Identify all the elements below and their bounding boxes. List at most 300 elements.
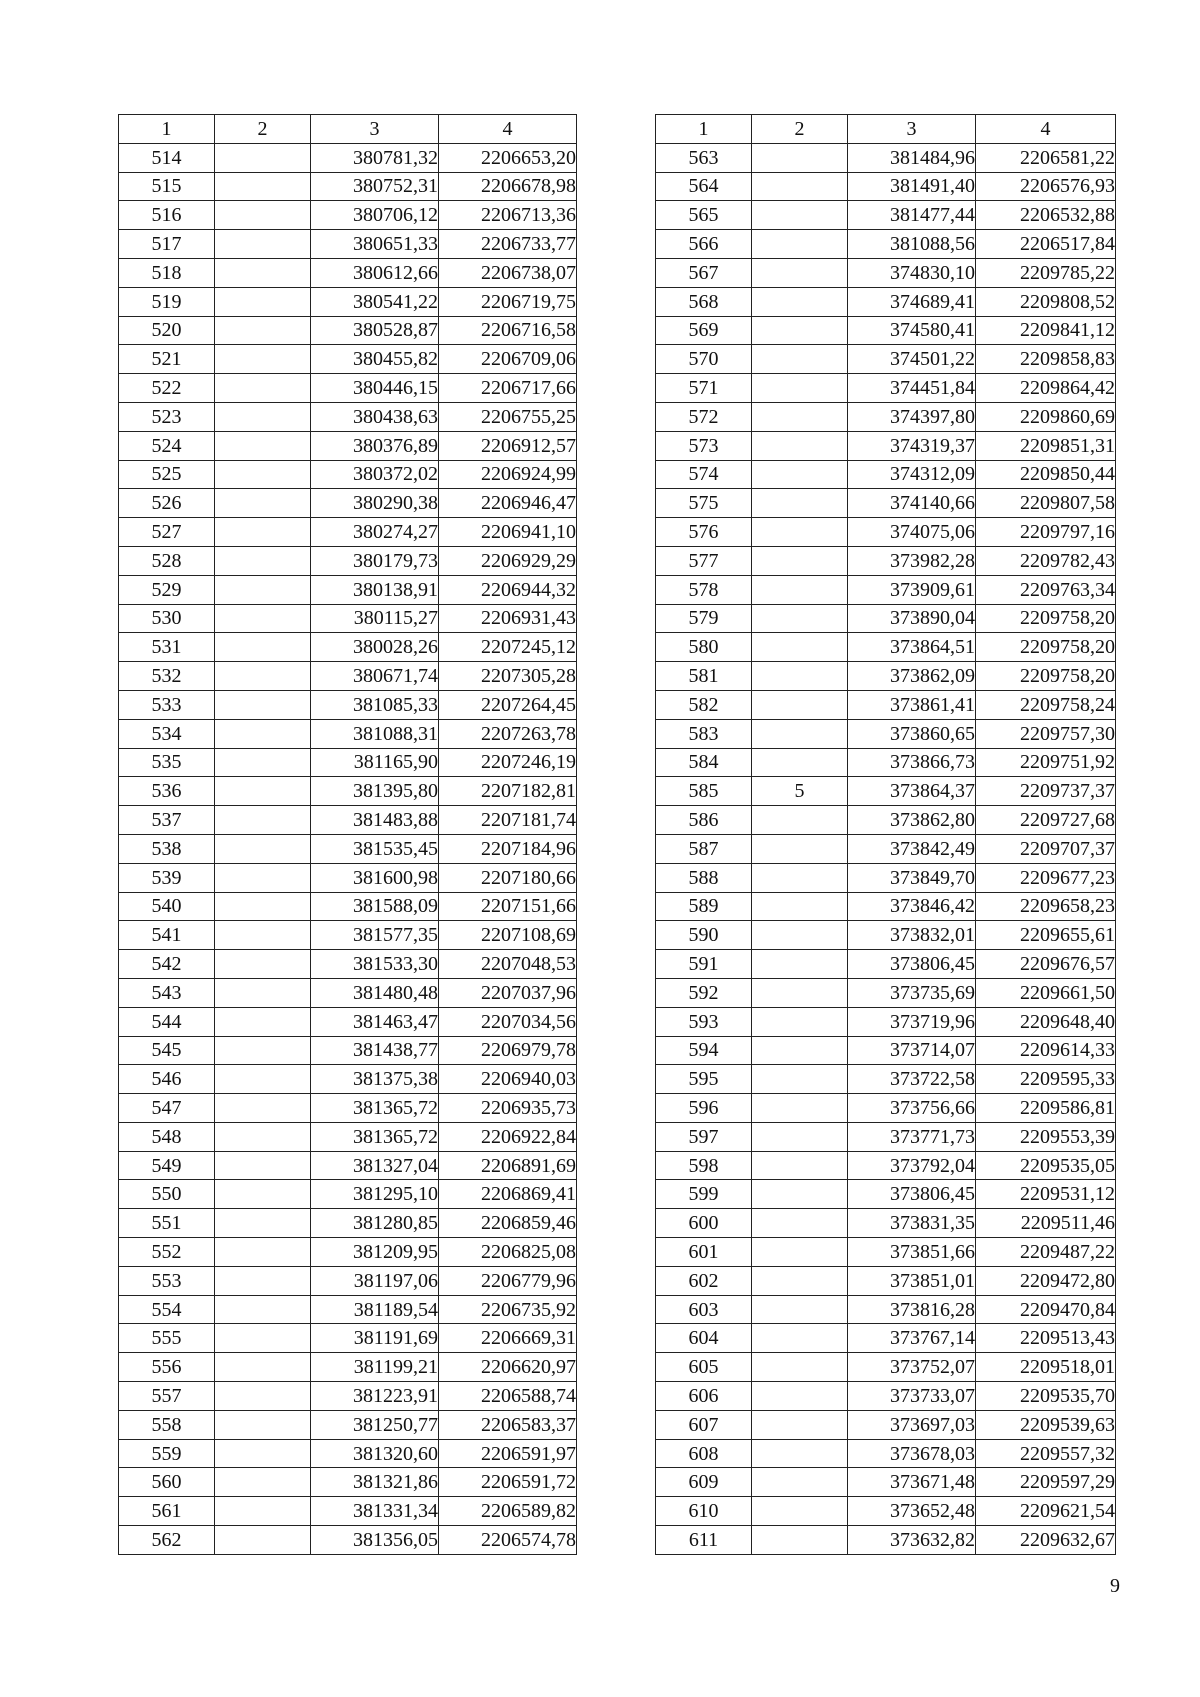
coordinate-y: 2206716,58 [439,316,577,345]
column-2-value [752,1295,848,1324]
coordinate-y: 2209757,30 [976,719,1116,748]
point-number: 540 [119,892,215,921]
column-2-value [215,834,311,863]
column-2-value [215,431,311,460]
table-row [656,1209,1116,1238]
column-2-value [752,402,848,431]
column-2-value [215,316,311,345]
coordinate-y: 2207108,69 [439,921,577,950]
point-number: 607 [656,1410,752,1439]
table-row [119,978,577,1007]
coordinate-x: 381088,56 [848,230,976,259]
table-row [656,690,1116,719]
coordinate-y: 2207184,96 [439,834,577,863]
table-row [656,777,1116,806]
column-2-value [215,719,311,748]
table-row [656,1122,1116,1151]
table-row [119,921,577,950]
table-row [119,604,577,633]
point-number: 558 [119,1410,215,1439]
coordinate-y: 2209586,81 [976,1094,1116,1123]
coordinate-x: 373806,45 [848,950,976,979]
table-row [119,1353,577,1382]
table-row [656,633,1116,662]
coordinate-y: 2207037,96 [439,978,577,1007]
coordinate-x: 373697,03 [848,1410,976,1439]
point-number: 571 [656,374,752,403]
column-2-value [752,1410,848,1439]
column-2-value [752,748,848,777]
coordinate-x: 380455,82 [311,345,439,374]
point-number: 555 [119,1324,215,1353]
point-number: 604 [656,1324,752,1353]
coordinate-y: 2206653,20 [439,143,577,172]
table-row [656,978,1116,1007]
coordinate-y: 2206669,31 [439,1324,577,1353]
column-2-value: 5 [752,777,848,806]
point-number: 603 [656,1295,752,1324]
coordinate-x: 380274,27 [311,518,439,547]
coordinate-y: 2209727,68 [976,806,1116,835]
coordinate-y: 2209655,61 [976,921,1116,950]
coordinate-y: 2206709,06 [439,345,577,374]
column-2-value [752,633,848,662]
coordinate-x: 374319,37 [848,431,976,460]
table-row [119,172,577,201]
column-2-value [215,950,311,979]
coordinate-x: 373714,07 [848,1036,976,1065]
coordinate-y: 2209658,23 [976,892,1116,921]
column-2-value [752,1122,848,1151]
coordinate-x: 373846,42 [848,892,976,921]
column-2-value [752,921,848,950]
point-number: 531 [119,633,215,662]
column-2-value [215,1151,311,1180]
column-2-value [752,834,848,863]
header-col-1: 1 [656,115,752,144]
point-number: 572 [656,402,752,431]
table-row [119,1497,577,1526]
coordinate-x: 380115,27 [311,604,439,633]
column-2-value [215,374,311,403]
column-2-value [215,777,311,806]
coordinate-x: 373735,69 [848,978,976,1007]
coordinate-y: 2207181,74 [439,806,577,835]
table-row [656,374,1116,403]
coordinate-x: 380528,87 [311,316,439,345]
coordinate-y: 2206944,32 [439,575,577,604]
coordinate-y: 2209758,24 [976,690,1116,719]
coordinate-x: 381491,40 [848,172,976,201]
point-number: 567 [656,258,752,287]
table-row [656,921,1116,950]
point-number: 596 [656,1094,752,1123]
point-number: 591 [656,950,752,979]
table-row [119,1180,577,1209]
coordinate-y: 2207245,12 [439,633,577,662]
point-number: 519 [119,287,215,316]
point-number: 527 [119,518,215,547]
column-2-value [752,950,848,979]
point-number: 543 [119,978,215,1007]
point-number: 529 [119,575,215,604]
column-2-value [215,1007,311,1036]
table-row [656,1324,1116,1353]
table-row [119,806,577,835]
point-number: 537 [119,806,215,835]
coordinate-x: 374140,66 [848,489,976,518]
point-number: 534 [119,719,215,748]
point-number: 524 [119,431,215,460]
column-2-value [752,1526,848,1555]
coordinates-table-right [655,114,1116,1555]
point-number: 609 [656,1468,752,1497]
column-2-value [215,1526,311,1555]
table-header-row [656,115,1116,144]
point-number: 573 [656,431,752,460]
point-number: 608 [656,1439,752,1468]
coordinate-y: 2209758,20 [976,633,1116,662]
point-number: 569 [656,316,752,345]
coordinate-y: 2206738,07 [439,258,577,287]
column-2-value [215,1036,311,1065]
coordinate-x: 373851,01 [848,1266,976,1295]
coordinate-y: 2209597,29 [976,1468,1116,1497]
column-2-value [752,546,848,575]
header-col-2: 2 [215,115,311,144]
coordinate-y: 2209553,39 [976,1122,1116,1151]
column-2-value [752,1180,848,1209]
coordinate-y: 2209614,33 [976,1036,1116,1065]
column-2-value [215,921,311,950]
coordinate-x: 380752,31 [311,172,439,201]
table-row [119,402,577,431]
table-row [656,345,1116,374]
column-2-value [752,518,848,547]
coordinate-x: 381375,38 [311,1065,439,1094]
column-2-value [215,662,311,691]
coordinate-y: 2206922,84 [439,1122,577,1151]
table-header-row [119,115,577,144]
coordinate-y: 2209763,34 [976,575,1116,604]
column-2-value [752,172,848,201]
coordinate-y: 2209758,20 [976,662,1116,691]
table-row [119,431,577,460]
table-row [656,431,1116,460]
table-row [656,316,1116,345]
column-2-value [752,604,848,633]
coordinate-y: 2206929,29 [439,546,577,575]
column-2-value [752,1468,848,1497]
coordinate-x: 381209,95 [311,1238,439,1267]
coordinate-y: 2206713,36 [439,201,577,230]
coordinate-x: 374397,80 [848,402,976,431]
table-row [119,201,577,230]
column-2-value [215,1497,311,1526]
point-number: 553 [119,1266,215,1295]
table-row [656,1439,1116,1468]
table-row [119,489,577,518]
point-number: 548 [119,1122,215,1151]
coordinate-y: 2206574,78 [439,1526,577,1555]
column-2-value [215,1439,311,1468]
coordinate-y: 2206941,10 [439,518,577,547]
point-number: 579 [656,604,752,633]
coordinate-y: 2209531,12 [976,1180,1116,1209]
column-2-value [752,1065,848,1094]
point-number: 520 [119,316,215,345]
point-number: 602 [656,1266,752,1295]
coordinate-y: 2206931,43 [439,604,577,633]
coordinate-x: 381483,88 [311,806,439,835]
point-number: 610 [656,1497,752,1526]
column-2-value [215,892,311,921]
coordinate-x: 373849,70 [848,863,976,892]
table-row [656,1497,1116,1526]
table-body-right [656,143,1116,1554]
point-number: 597 [656,1122,752,1151]
table-row [656,748,1116,777]
table-row [656,892,1116,921]
point-number: 589 [656,892,752,921]
column-2-value [752,1439,848,1468]
coordinate-x: 373842,49 [848,834,976,863]
table-row [656,719,1116,748]
coordinate-y: 2209518,01 [976,1353,1116,1382]
point-number: 577 [656,546,752,575]
table-row [119,258,577,287]
point-number: 559 [119,1439,215,1468]
column-2-value [752,316,848,345]
coordinate-y: 2207264,45 [439,690,577,719]
coordinate-y: 2206532,88 [976,201,1116,230]
point-number: 556 [119,1353,215,1382]
column-2-value [752,1353,848,1382]
table-row [656,1266,1116,1295]
point-number: 552 [119,1238,215,1267]
column-2-value [752,690,848,719]
table-row [119,1209,577,1238]
coordinate-x: 381477,44 [848,201,976,230]
column-2-value [752,345,848,374]
coordinate-x: 374451,84 [848,374,976,403]
point-number: 525 [119,460,215,489]
coordinate-y: 2207180,66 [439,863,577,892]
point-number: 570 [656,345,752,374]
coordinate-y: 2206717,66 [439,374,577,403]
column-2-value [215,1410,311,1439]
coordinate-x: 381165,90 [311,748,439,777]
point-number: 611 [656,1526,752,1555]
column-2-value [752,431,848,460]
coordinate-x: 381480,48 [311,978,439,1007]
table-row [656,201,1116,230]
point-number: 533 [119,690,215,719]
point-number: 517 [119,230,215,259]
coordinate-y: 2209632,67 [976,1526,1116,1555]
coordinate-x: 380671,74 [311,662,439,691]
table-row [119,230,577,259]
table-row [656,950,1116,979]
table-row [119,1526,577,1555]
point-number: 601 [656,1238,752,1267]
table-row [656,1094,1116,1123]
point-number: 561 [119,1497,215,1526]
point-number: 528 [119,546,215,575]
point-number: 574 [656,460,752,489]
point-number: 541 [119,921,215,950]
table-row [656,1180,1116,1209]
coordinate-x: 373678,03 [848,1439,976,1468]
table-row [119,1094,577,1123]
point-number: 557 [119,1382,215,1411]
column-2-value [752,258,848,287]
coordinate-y: 2206678,98 [439,172,577,201]
point-number: 580 [656,633,752,662]
coordinate-y: 2206591,72 [439,1468,577,1497]
point-number: 575 [656,489,752,518]
table-row [119,287,577,316]
coordinate-y: 2209807,58 [976,489,1116,518]
table-row [119,950,577,979]
point-number: 539 [119,863,215,892]
coordinate-x: 374501,22 [848,345,976,374]
column-2-value [215,230,311,259]
table-row [656,518,1116,547]
table-row [656,1065,1116,1094]
coordinate-y: 2206755,25 [439,402,577,431]
column-2-value [752,287,848,316]
coordinate-x: 380781,32 [311,143,439,172]
page-number: 9 [1110,1575,1120,1597]
coordinate-y: 2206589,82 [439,1497,577,1526]
coordinate-y: 2209758,20 [976,604,1116,633]
coordinate-y: 2206924,99 [439,460,577,489]
table-row [119,1065,577,1094]
column-2-value [215,201,311,230]
coordinate-x: 381365,72 [311,1094,439,1123]
table-row [119,316,577,345]
coordinate-x: 374580,41 [848,316,976,345]
coordinate-x: 373756,66 [848,1094,976,1123]
coordinate-x: 373632,82 [848,1526,976,1555]
coordinate-x: 381588,09 [311,892,439,921]
coordinate-y: 2209707,37 [976,834,1116,863]
table-row [119,662,577,691]
coordinate-y: 2209557,32 [976,1439,1116,1468]
coordinate-x: 381365,72 [311,1122,439,1151]
coordinate-y: 2209535,05 [976,1151,1116,1180]
coordinate-x: 380138,91 [311,575,439,604]
point-number: 598 [656,1151,752,1180]
table-row [119,1238,577,1267]
coordinate-y: 2206517,84 [976,230,1116,259]
column-2-value [215,546,311,575]
column-2-value [215,1094,311,1123]
point-number: 600 [656,1209,752,1238]
column-2-value [215,287,311,316]
point-number: 526 [119,489,215,518]
column-2-value [215,978,311,1007]
coordinate-x: 381197,06 [311,1266,439,1295]
coordinate-x: 380612,66 [311,258,439,287]
point-number: 582 [656,690,752,719]
table-row [656,1295,1116,1324]
column-2-value [752,575,848,604]
point-number: 590 [656,921,752,950]
coordinate-x: 381438,77 [311,1036,439,1065]
point-number: 549 [119,1151,215,1180]
table-row [119,460,577,489]
coordinate-y: 2209851,31 [976,431,1116,460]
coordinate-x: 381356,05 [311,1526,439,1555]
coordinate-y: 2209535,70 [976,1382,1116,1411]
coordinate-y: 2206979,78 [439,1036,577,1065]
column-2-value [215,806,311,835]
coordinate-x: 373982,28 [848,546,976,575]
column-2-value [752,1007,848,1036]
column-2-value [215,1238,311,1267]
column-2-value [215,633,311,662]
coordinate-y: 2209661,50 [976,978,1116,1007]
coordinate-y: 2209513,43 [976,1324,1116,1353]
point-number: 594 [656,1036,752,1065]
column-2-value [215,172,311,201]
coordinate-x: 380028,26 [311,633,439,662]
column-2-value [215,258,311,287]
coordinate-x: 381280,85 [311,1209,439,1238]
coordinate-x: 373862,09 [848,662,976,691]
coordinate-y: 2209808,52 [976,287,1116,316]
column-2-value [215,1209,311,1238]
column-2-value [215,690,311,719]
coordinate-x: 380706,12 [311,201,439,230]
coordinate-x: 380446,15 [311,374,439,403]
table-row [656,1468,1116,1497]
table-row [119,777,577,806]
table-row [656,230,1116,259]
coordinate-x: 373722,58 [848,1065,976,1094]
table-row [119,1324,577,1353]
coordinate-y: 2206825,08 [439,1238,577,1267]
point-number: 584 [656,748,752,777]
table-row [656,834,1116,863]
coordinate-x: 381085,33 [311,690,439,719]
table-row [656,575,1116,604]
coordinate-x: 373890,04 [848,604,976,633]
coordinate-x: 381191,69 [311,1324,439,1353]
coordinate-y: 2209621,54 [976,1497,1116,1526]
table-row [119,748,577,777]
column-2-value [752,1497,848,1526]
column-2-value [752,1324,848,1353]
coordinate-x: 373864,37 [848,777,976,806]
column-2-value [752,1238,848,1267]
coordinate-x: 381250,77 [311,1410,439,1439]
coordinate-y: 2209737,37 [976,777,1116,806]
table-row [656,806,1116,835]
coordinate-y: 2209470,84 [976,1295,1116,1324]
coordinate-x: 373866,73 [848,748,976,777]
table-row [656,1353,1116,1382]
coordinate-x: 381395,80 [311,777,439,806]
coordinate-x: 381577,35 [311,921,439,950]
coordinate-y: 2209539,63 [976,1410,1116,1439]
coordinate-y: 2206620,97 [439,1353,577,1382]
table-row [656,172,1116,201]
coordinate-y: 2209850,44 [976,460,1116,489]
coordinate-x: 373862,80 [848,806,976,835]
